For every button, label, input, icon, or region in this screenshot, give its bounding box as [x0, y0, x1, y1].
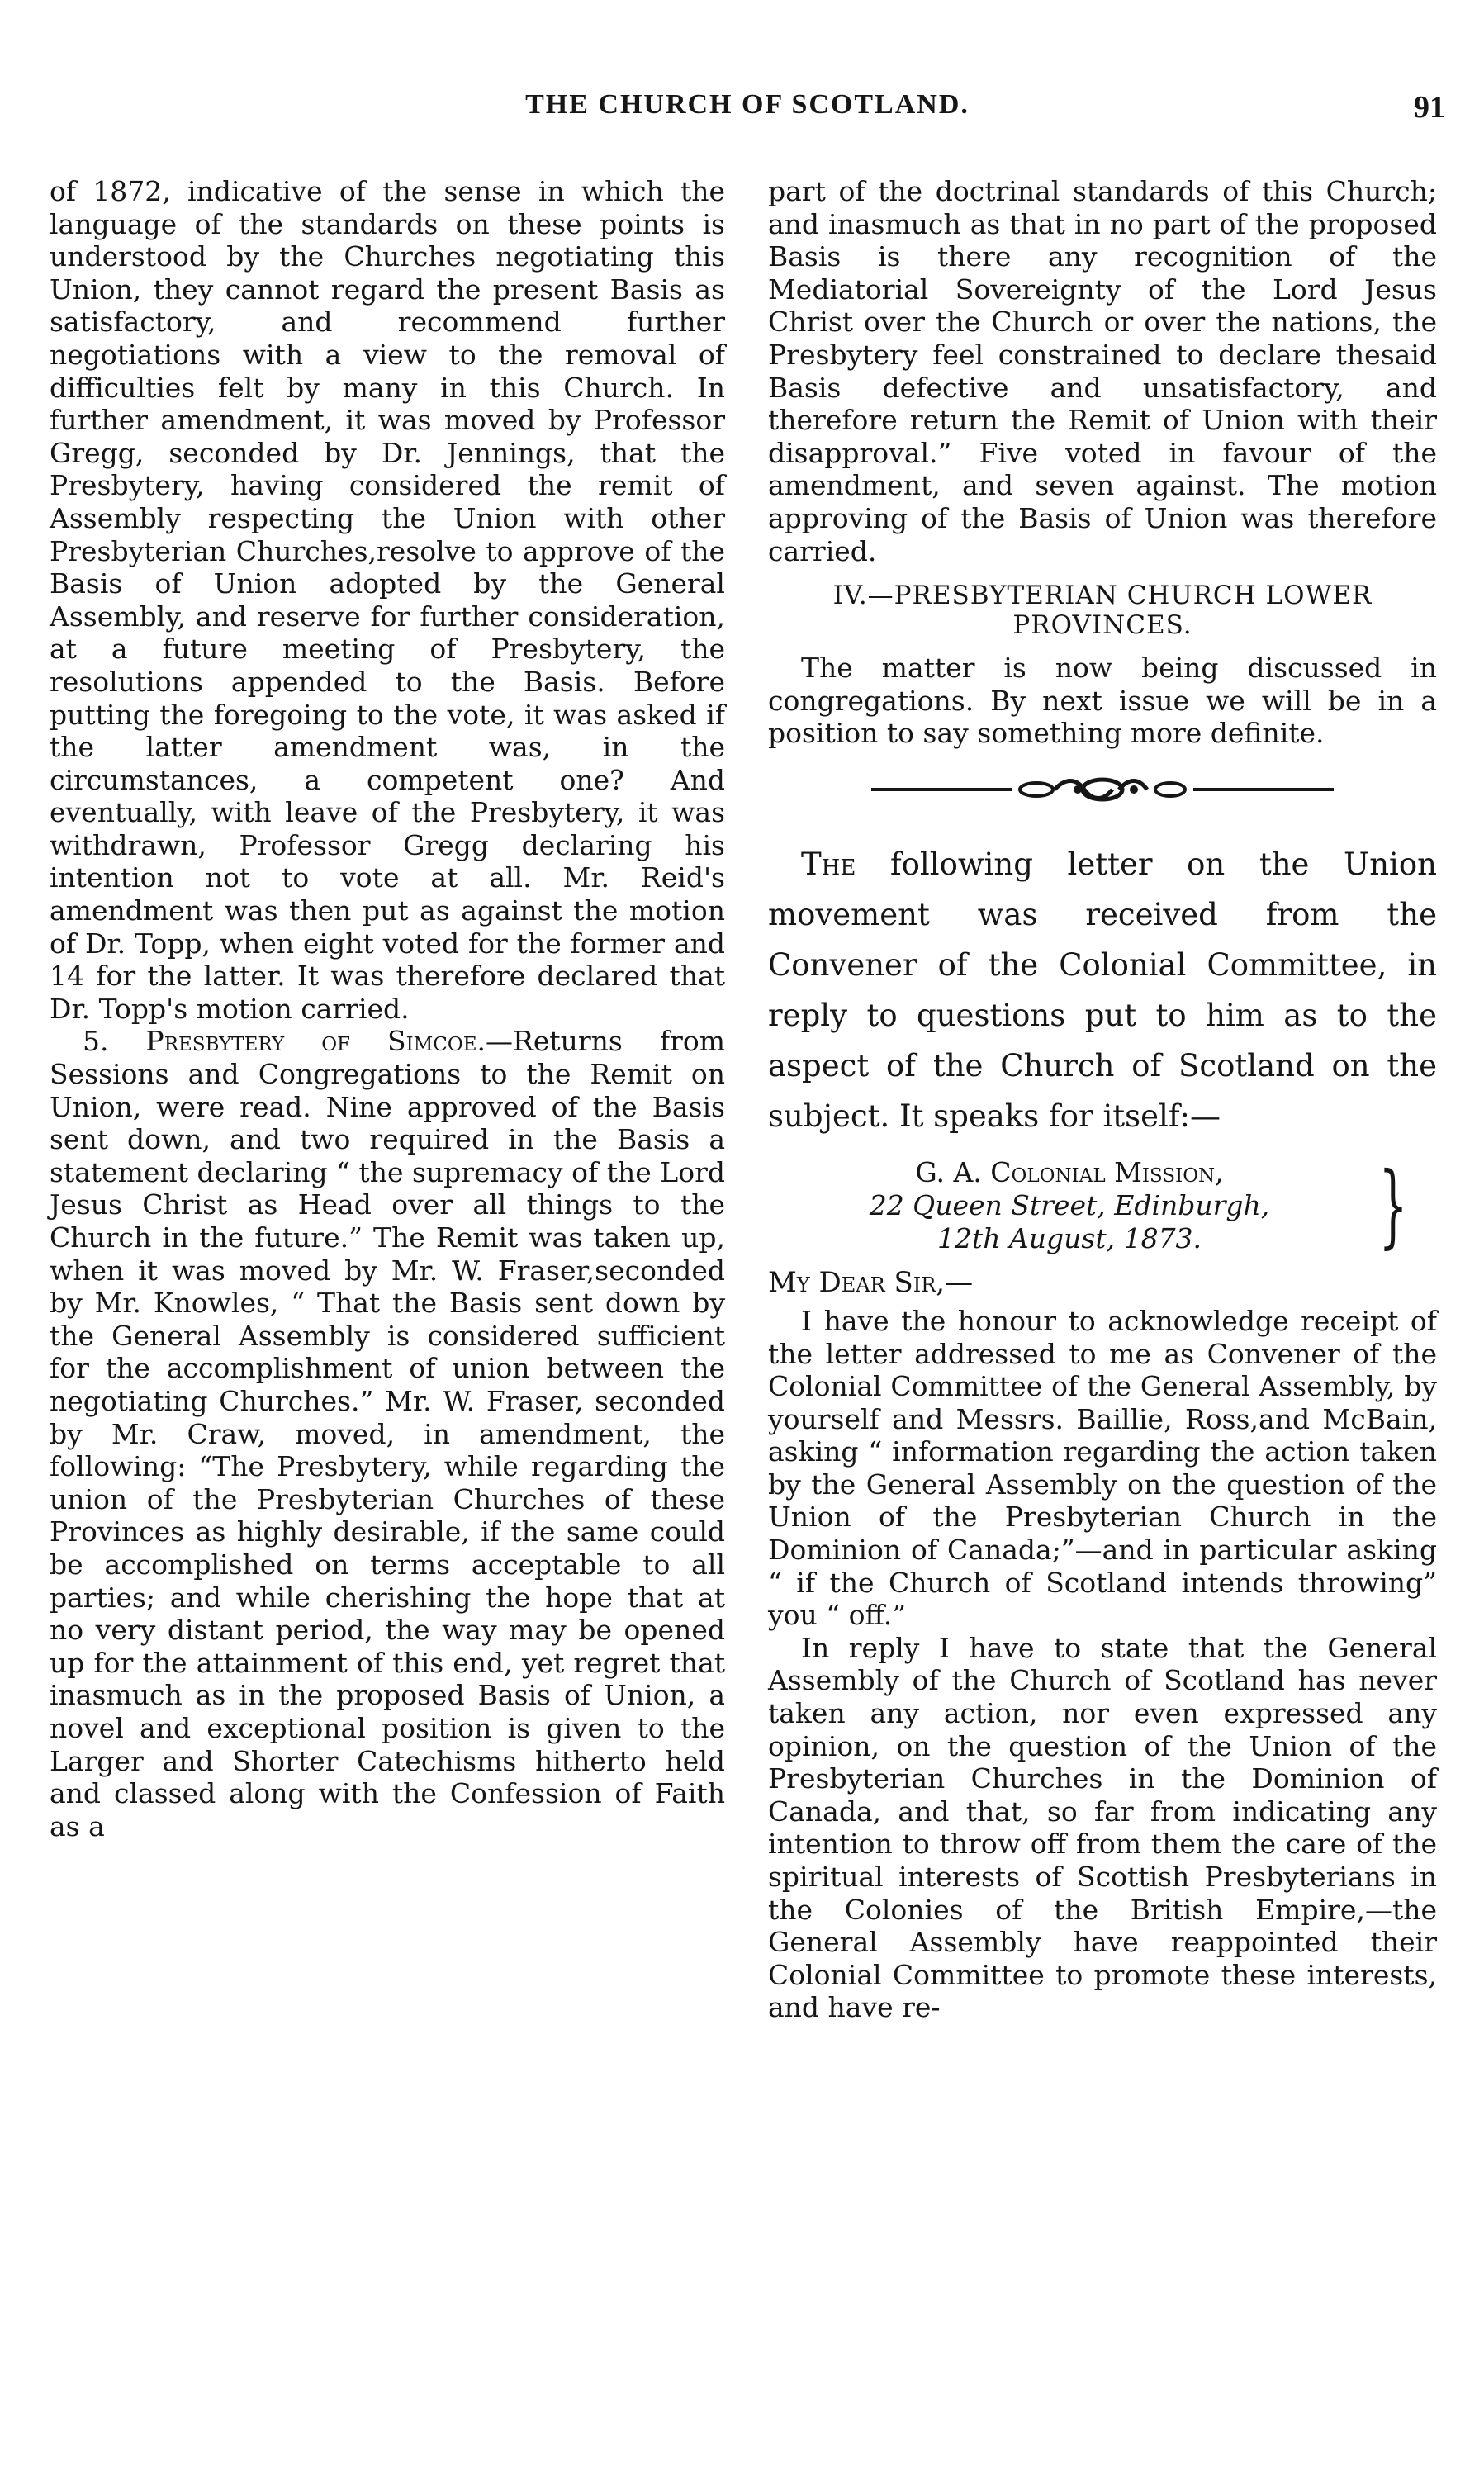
salutation: My Dear Sir,—	[768, 1265, 974, 1299]
simcoe-text: —Returns from Sessions and Congregations to the Remit on Union, were read. Nine approved of the Basis sent down, and two required in the Basis a statement declaring “ the supremacy of the Lord Jesus Christ as Head over all things to the Church in the future.” The Remit was taken up, when it was moved by Mr. W. Fraser,seconded by Mr. Knowles, “ That the Basis sent down by the General Assembly is considered sufficient for the accomplishment of union between the negotiating Churches.” Mr. W. Fraser, seconded by Mr. Craw, moved, in amendment, the following: “The Presbytery, while regarding the union of the Presbyterian Churches of these Provinces as highly desirable, if the same could be accomplished on terms acceptable to all parties; and while cherishing the hope that at no very distant period, the way may be opened up for the attainment of this end, yet regret that inasmuch as in the proposed Basis of Union, a novel and exceptional position is given to the Larger and Shorter Catechisms hitherto held and classed along with the Confession of Faith as a	[50, 1025, 725, 1842]
brace-glyph: }	[1378, 1151, 1408, 1258]
letter-intro-text: following letter on the Union movement was received from the Convener of the Colonial Committee, in reply to questions put to him as to the aspect of the Church of Scotland on the subject. It speaks for itself:—	[768, 846, 1437, 1134]
paragraph-toronto-continuation: of 1872, indicative of the sense in which the language of the standards on these points is understood by the Churches negotiating this Union, they cannot regard the present Basis as satisfactory, and recommend further negotiations with a view to the removal of difficulties felt by many in this Church. In further amendment, it was moved by Professor Gregg, seconded by Dr. Jennings, that the Presbytery, having considered the remit of Assembly respecting the Union with other Presbyterian Churches,resolve to approve of the Basis of Union adopted by the General Assembly, and reserve for further consideration, at a future meeting of Presbytery, the resolutions appended to the Basis. Before putting the foregoing to the vote, it was asked if the latter amendment was, in the circumstances, a competent one? And eventually, with leave of the Presbytery, it was withdrawn, Professor Gregg declaring his intention not to vote at all. Mr. Reid's amendment was then put as against the motion of Dr. Topp, when eight voted for the former and 14 for the latter. It was therefore declared that Dr. Topp's motion carried.	[50, 175, 725, 1025]
page-number: 91	[1414, 90, 1445, 125]
left-column	[50, 175, 725, 1842]
ornament-divider-icon	[871, 773, 1334, 806]
address-line-1: G. A. Colonial Mission,	[915, 1155, 1224, 1188]
paragraph-acknowledge: I have the honour to acknowledge receipt of the letter addressed to me as Convener of the Colonial Committee of the General Assembly, by yourself and Messrs. Baillie, Ross,and McBain, asking “ information regarding the action taken by the General Assembly on the question of the Union of the Presbyterian Church in the Dominion of Canada;”—and in particular asking “ if the Church of Scotland intends throwing” you “ off.”	[768, 1304, 1437, 1632]
letter-address	[768, 1151, 1437, 1258]
paragraph-reply: In reply I have to state that the General Assembly of the Church of Scotland has never taken any action, nor even expressed any opinion, on the question of the Union of the Presbyterian Churches in the Dominion of Canada, and that, so far from indicating any intention to throw off from them the care of the spiritual interests of Scottish Presbyterians in the Colonies of the British Empire,—the General Assembly have reappointed their Colonial Committee to promote these interests, and have re-	[768, 1631, 1437, 2024]
item-number: 5.	[83, 1025, 109, 1058]
section-heading: IV.—PRESBYTERIAN CHURCH LOWER PROVINCES.	[832, 581, 1373, 641]
address-line-2: 22 Queen Street, Edinburgh,	[869, 1188, 1270, 1221]
running-title: THE CHURCH OF SCOTLAND.	[525, 89, 970, 120]
right-column	[768, 175, 1437, 2024]
paragraph-presbytery-simcoe	[50, 1025, 725, 1842]
drop-word: The	[801, 846, 856, 882]
running-head	[50, 89, 1445, 139]
address-line-3: 12th August, 1873.	[936, 1221, 1202, 1254]
paragraph-simcoe-continuation: part of the doctrinal standards of this Church; and inasmuch as that in no part of the proposed Basis is there any recognition of the Mediatorial Sovereignty of the Lord Jesus Christ over the Church or over the nations, the Presbytery feel constrained to declare thesaid Basis defective and unsatisfactory, and therefore return the Remit of Union with their disapproval.” Five voted in favour of the amendment, and seven against. The motion approving of the Basis of Union was therefore carried.	[768, 175, 1437, 567]
paragraph-lower-provinces: The matter is now being discussed in congregations. By next issue we will be in a position to say something more definite.	[768, 652, 1437, 750]
letter-introduction	[768, 839, 1437, 1141]
presbytery-heading: Presbytery of Simcoe.	[145, 1025, 486, 1058]
